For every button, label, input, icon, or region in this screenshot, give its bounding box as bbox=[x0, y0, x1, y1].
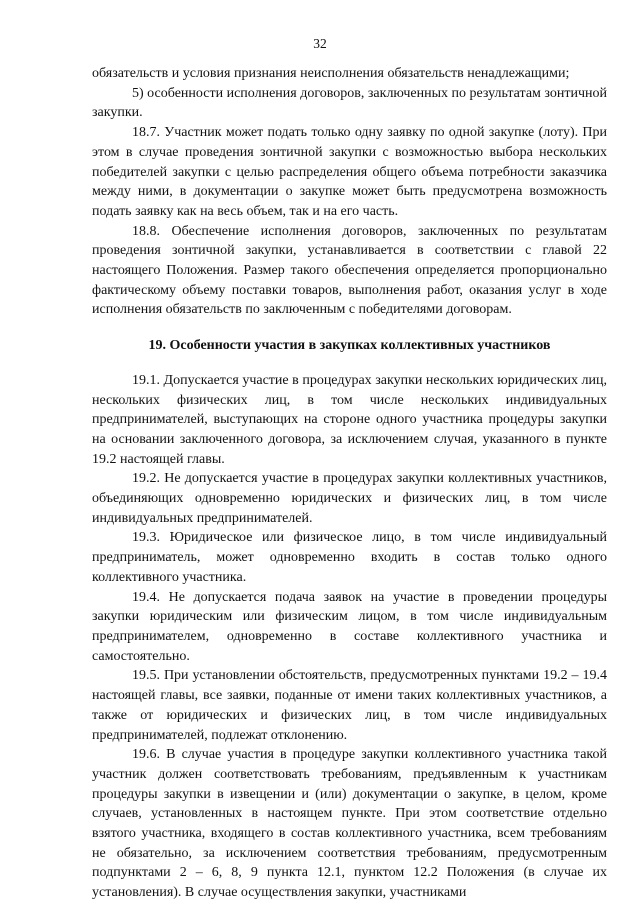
paragraph-19-3: 19.3. Юридическое или физическое лицо, в том числе индивидуальный предприниматель, может одновременно входить в состав только одного коллективного участника. bbox=[92, 530, 607, 585]
paragraph-item-5: 5) особенности исполнения договоров, заключенных по результатам зонтичной закупки. bbox=[92, 85, 607, 121]
paragraph-19-2: 19.2. Не допускается участие в процедурах закупки коллективных участников, объединяющих одновременно юридических и физических лиц, в том числе индивидуальных предпринимателей. bbox=[92, 471, 607, 526]
document-body bbox=[92, 64, 607, 903]
paragraph-19-1: 19.1. Допускается участие в процедурах закупки нескольких юридических лиц, нескольких физических лиц, в том числе нескольких индивидуальных предпринимателей, выступающих на стороне одного участника процедуры закупки на основании заключенного договора, за исключением случая, указанного в пункте 19.2 настоящей главы. bbox=[92, 372, 607, 467]
paragraph-18-7: 18.7. Участник может подать только одну заявку по одной закупке (лоту). При этом в случае проведения зонтичной закупки с возможностью выбора нескольких победителей закупки с целью распределения общего объема потребности заказчика между ними, в документации о закупке может быть предусмотрена возможность подать заявку как на весь объем, так и на его часть. bbox=[92, 125, 607, 219]
section-heading: 19. Особенности участия в закупках коллективных участников bbox=[148, 338, 551, 354]
paragraph-18-8: 18.8. Обеспечение исполнения договоров, заключенных по результатам проведения зонтичной закупки, устанавливается в соответствии с главой 22 настоящего Положения. Размер такого обеспечения определяется пропорционально фактическому объему поставки товаров, выполнения работ, оказания услуг в ходе исполнения обязательств по заключенным с победителями договорам. bbox=[92, 223, 607, 318]
paragraph-continuation: обязательств и условия признания неисполнения обязательств ненадлежащими; bbox=[92, 66, 570, 81]
paragraph-19-6: 19.6. В случае участия в процедуре закупки коллективного участника такой участник должен соответствовать требованиям, предъявленным к участникам процедуры закупки в извещении и (или) документации о закупке, в целом, кроме случаев, установленных в настоящем пункте. При этом соответствие отдельно взятого участника, входящего в состав коллективного участника, всем требованиям не обязательно, за исключением соответствия требованиям, предусмотренным подпунктами 2 – 6, 8, 9 пункта 12.1, пунктом 12.2 Положения (в случае их установления). В случае осуществления закупки, участниками bbox=[92, 747, 607, 901]
paragraph-19-4: 19.4. Не допускается подача заявок на участие в проведении процедуры закупки юридическим или физическим лицом, в том числе индивидуальным предпринимателем, одновременно в составе коллективного участника и самостоятельно. bbox=[92, 589, 607, 664]
page-number: 32 bbox=[313, 36, 327, 51]
paragraph-19-5: 19.5. При установлении обстоятельств, предусмотренных пунктами 19.2 – 19.4 настоящей главы, все заявки, поданные от имени таких коллективных участников, а также от юридических и физических лиц, в том числе индивидуальных предпринимателей, подлежат отклонению. bbox=[92, 668, 607, 743]
